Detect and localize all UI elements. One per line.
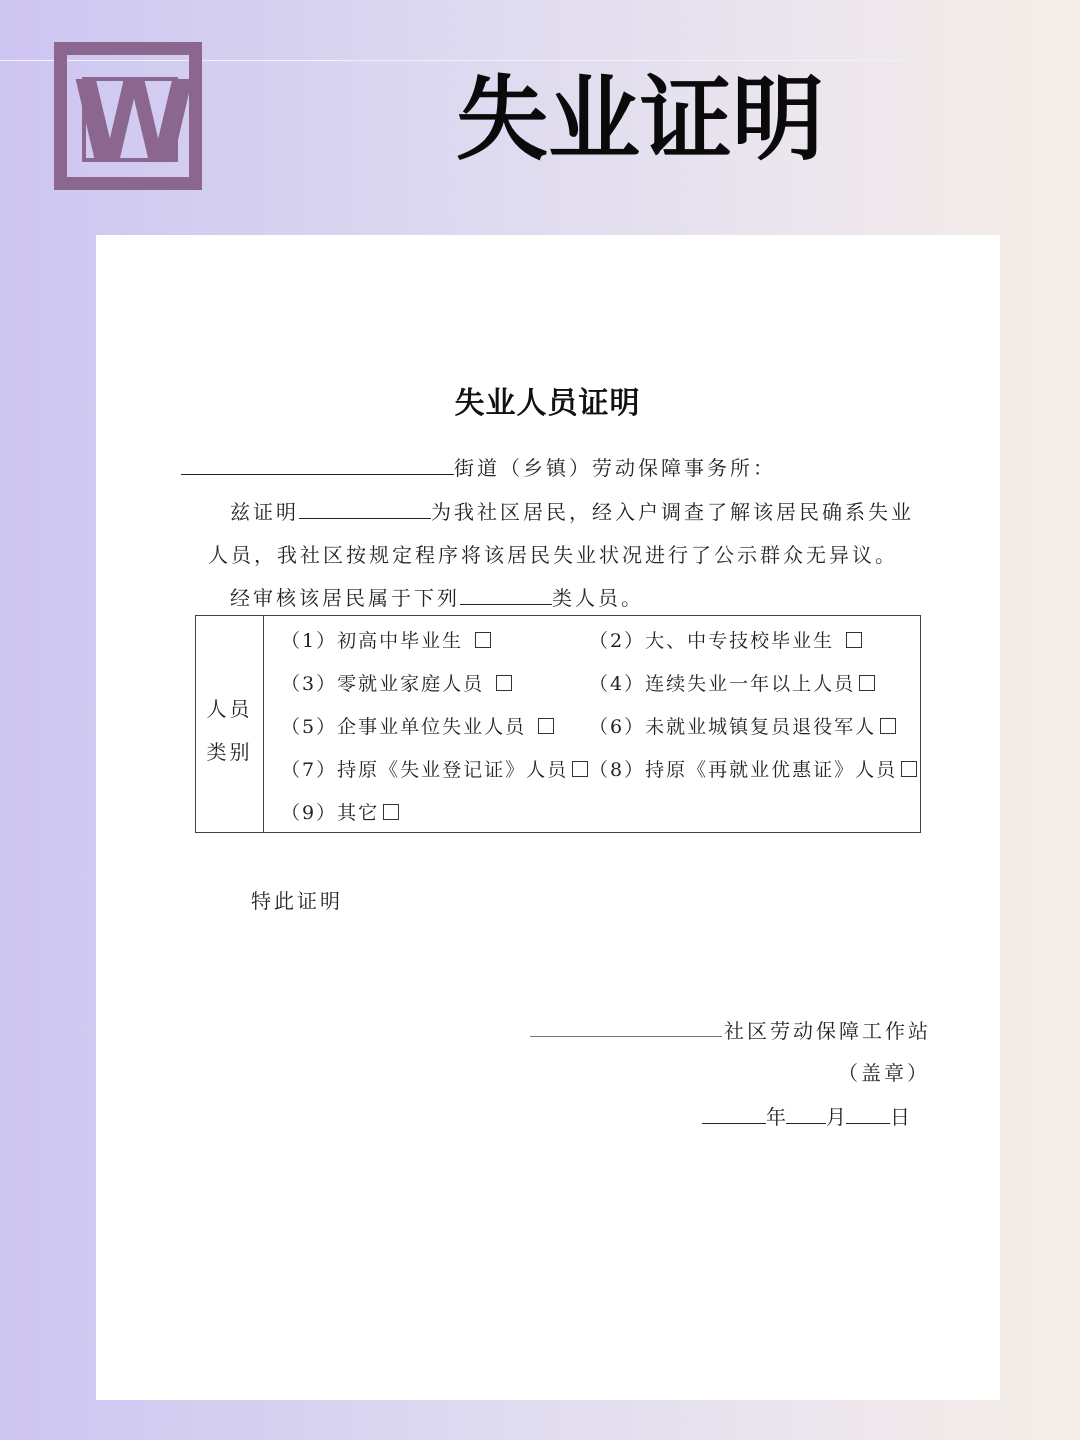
category-text-2: （2）大、中专技校毕业生 (589, 630, 835, 652)
signature-org: 社区劳动保障工作站 (724, 1019, 931, 1043)
resident-name-blank[interactable] (299, 498, 431, 519)
checkbox-8[interactable] (901, 761, 917, 777)
category-text-6: （6）未就业城镇复员退役军人 (589, 716, 877, 738)
checkbox-7[interactable] (572, 761, 588, 777)
category-text-3: （3）零就业家庭人员 (281, 673, 485, 695)
category-item-3 (281, 669, 512, 696)
table-divider (263, 616, 264, 832)
document-title: 失业人员证明 (454, 386, 641, 421)
word-logo-icon (54, 42, 202, 190)
banner-title: 失业证明 (455, 66, 824, 173)
street-blank[interactable] (181, 454, 454, 475)
checkbox-3[interactable] (496, 675, 512, 691)
category-label-line1: 人员 (206, 697, 253, 721)
category-item-2 (589, 626, 862, 653)
checkbox-2[interactable] (846, 632, 862, 648)
addressee-line (181, 452, 776, 481)
category-label-line2: 类别 (206, 740, 253, 764)
year-blank[interactable] (702, 1103, 766, 1124)
signature-blank[interactable] (530, 1036, 722, 1037)
category-text-8: （8）持原《再就业优惠证》人员 (589, 759, 898, 781)
category-number-blank[interactable] (460, 584, 552, 605)
closing-text: 特此证明 (251, 889, 343, 913)
para2-suffix: 类人员。 (552, 586, 644, 610)
para1-prefix: 兹证明 (230, 500, 299, 524)
category-item-8 (589, 755, 917, 782)
checkbox-1[interactable] (475, 632, 491, 648)
month-blank[interactable] (786, 1103, 826, 1124)
seal-text: （盖章） (838, 1061, 930, 1085)
category-label (196, 688, 263, 774)
category-item-9 (281, 798, 399, 825)
category-item-4 (589, 669, 875, 696)
paragraph-1 (230, 496, 914, 525)
checkbox-6[interactable] (880, 718, 896, 734)
checkbox-5[interactable] (538, 718, 554, 734)
category-item-1 (281, 626, 491, 653)
date-month: 月 (826, 1105, 846, 1129)
date-line (702, 1101, 910, 1130)
category-item-7 (281, 755, 588, 782)
para2-prefix: 经审核该居民属于下列 (230, 586, 460, 610)
checkbox-9[interactable] (383, 804, 399, 820)
category-item-6 (589, 712, 896, 739)
checkbox-4[interactable] (859, 675, 875, 691)
logo-letter: W (72, 58, 196, 188)
category-text-4: （4）连续失业一年以上人员 (589, 673, 856, 695)
category-text-9: （9）其它 (281, 802, 380, 824)
paragraph-1-line2: 人员，我社区按规定程序将该居民失业状况进行了公示群众无异议。 (208, 543, 898, 567)
addressee-suffix: 街道（乡镇）劳动保障事务所： (454, 456, 776, 480)
category-text-7: （7）持原《失业登记证》人员 (281, 759, 569, 781)
date-year: 年 (766, 1105, 786, 1129)
category-table (195, 615, 921, 833)
category-text-1: （1）初高中毕业生 (281, 630, 464, 652)
para1-suffix: 为我社区居民，经入户调查了解该居民确系失业 (431, 500, 914, 524)
date-day: 日 (890, 1105, 910, 1129)
category-text-5: （5）企事业单位失业人员 (281, 716, 527, 738)
paragraph-2 (230, 582, 644, 611)
day-blank[interactable] (846, 1103, 890, 1124)
category-item-5 (281, 712, 554, 739)
